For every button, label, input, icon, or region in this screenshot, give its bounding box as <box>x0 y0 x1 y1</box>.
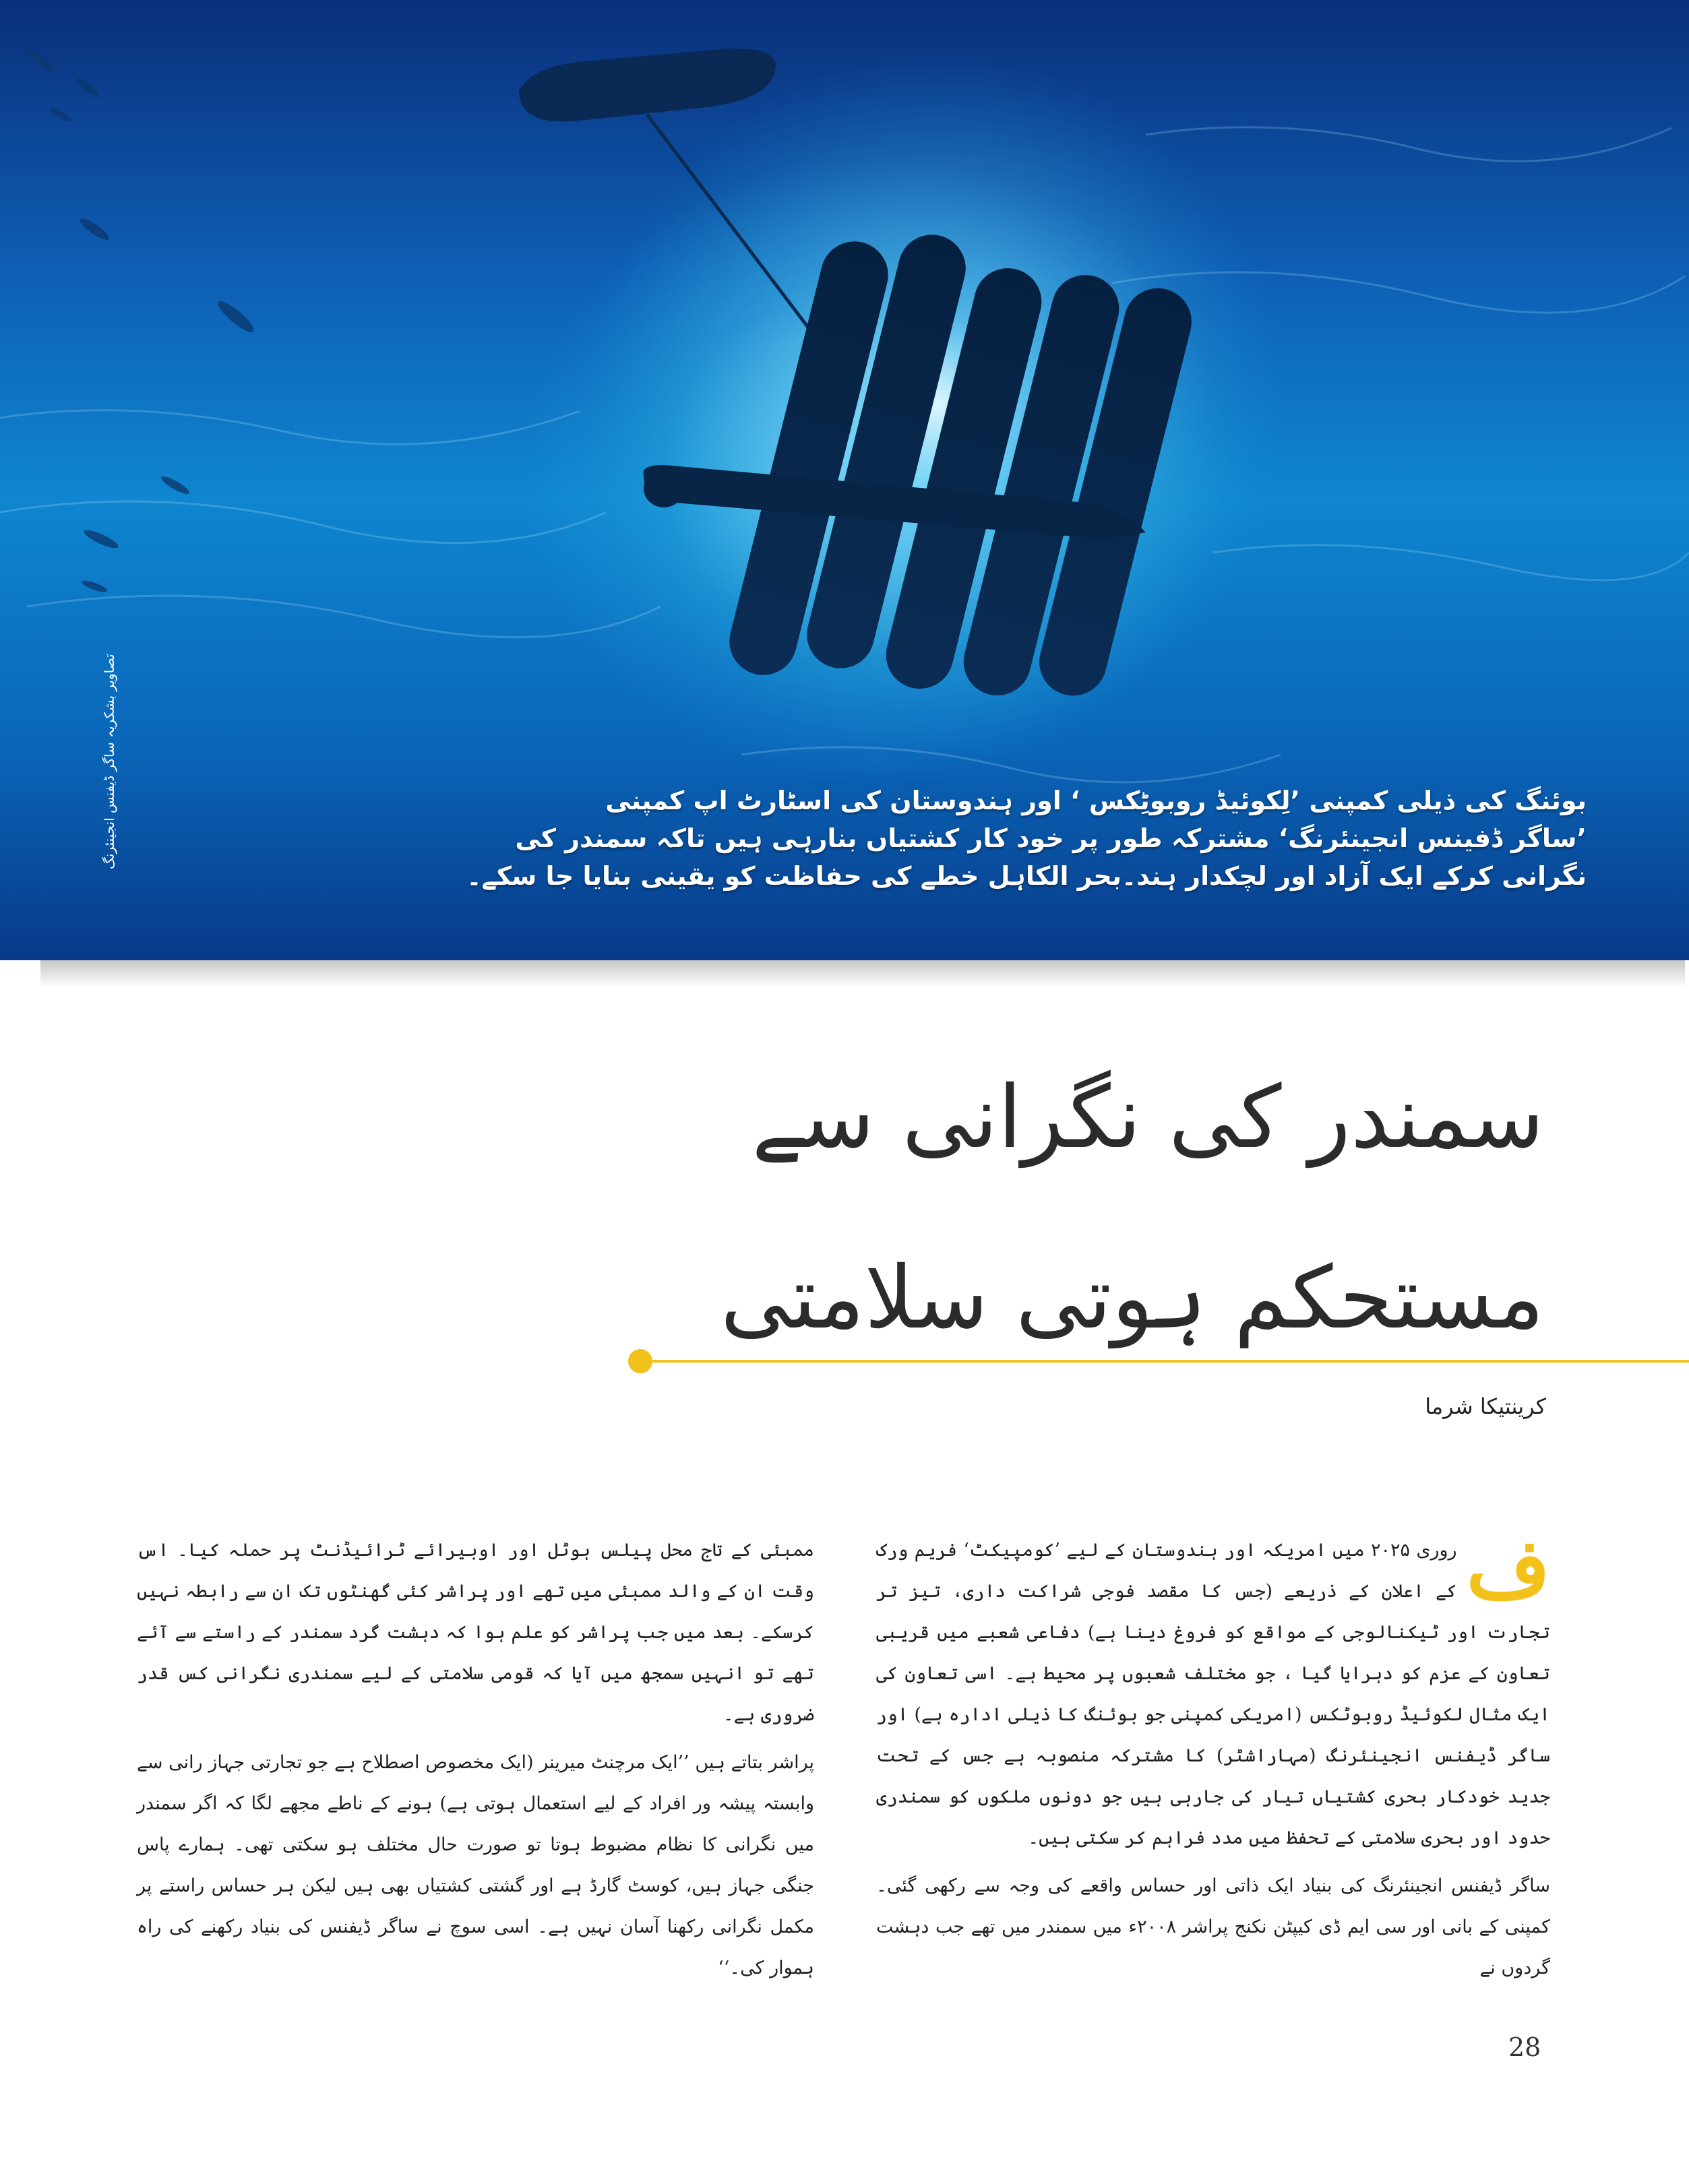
caption-line: نگرانی کرکے ایک آزاد اور لچکدار ہند۔بحر الکاہل خطے کی حفاظت کو یقینی بنایا جا سکے۔ <box>466 861 1587 891</box>
photo-shadow <box>40 960 1685 987</box>
article-column-left <box>137 1530 814 1995</box>
title-line: سمندر کی نگرانی سے <box>751 1067 1544 1168</box>
page-number: 28 <box>1508 2032 1541 2062</box>
article-column-right <box>876 1521 1550 1995</box>
caption-line: ’ساگر ڈفینس انجینئرنگ‘ مشترکہ طور پر خود کار کشتیاں بنارہی ہیں تاکہ سمندر کی <box>515 823 1587 853</box>
hero-photo <box>0 0 1689 960</box>
divider-dot <box>628 1349 652 1373</box>
article-paragraph: پراشر بتاتے ہیں ’’ایک مرچنٹ میرینر (ایک مخصوص اصطلاح ہے جو تجارتی جہاز رانی سے وابستہ پیشہ ور افراد کے لیے استعمال ہوتی ہے) ہونے کے ناطے مجھے لگا کہ اگر سمندر میں نگرانی کا نظام مضبوط ہوتا تو صورت حال مختلف ہو سکتی تھی۔ ہمارے پاس جنگی جہاز ہیں، کوسٹ گارڈ ہے اور گشتی کشتیاں بھی ہیں لیکن ہر حساس راستے پر مکمل نگرانی رکھنا آسان نہیں ہے۔ اسی سوچ نے ساگر ڈیفنس کی بنیاد رکھنے کی راہ ہموار کی۔‘‘ <box>137 1752 814 1978</box>
article-paragraph: روری ۲۰۲۵ میں امریکہ اور ہندوستان کے لیے ’کومپیکٹ‘ فریم ورک کے اعلان کے ذریعے (جس کا مقصد فوجی شراکت داری، تیز تر تجارت اور ٹیکنالوجی کے مواقع کو فروغ دینا ہے) دفاعی شعبے میں قریبی تعاون کے عزم کو دہرایا گیا ، جو مختلف شعبوں پر محیط ہے۔ اسی تعاون کی ایک مثال لکوئیڈ روبوٹکس (امریکی کمپنی جو بوئنگ کا ذیلی ادارہ ہے) اور ساگر ڈیفنس انجینئرنگ (مہاراشٹر) کا مشترکہ منصوبہ ہے جس کے تحت جدید خودکار بحری کشتیاں تیار کی جارہی ہیں جو دونوں ملکوں کو سمندری حدود اور بحری سلامتی کے تحفظ میں مدد فراہم کر سکتی ہیں۔ <box>876 1540 1550 1848</box>
photo-credit: تصاویر بشکریہ ساگر ڈیفنس انجینئرنگ <box>101 654 117 869</box>
dropcap-letter: ف <box>1466 1521 1550 1616</box>
article-title <box>466 1028 1544 1389</box>
title-line: مستحکم ہوتی سلامتی <box>720 1248 1544 1348</box>
article-paragraph: ممبئی کے تاج محل پیلس ہوٹل اور اوبیرائے ٹرائیڈنٹ پر حملہ کیا۔ اس وقت ان کے والد ممبئی میں تھے اور پراشر کئی گھنٹوں تک ان سے رابطہ نہیں کرسکے۔ بعد میں جب پراشر کو علم ہوا کہ دہشت گرد سمندر کے راستے سے آئے تھے تو انہیں سمجھ میں آیا کہ قومی سلامتی کے لیے سمندری نگرانی کس قدر ضروری ہے۔ <box>137 1540 814 1725</box>
caption-line: بوئنگ کی ذیلی کمپنی ’لِکوئیڈ روبوٹِکس ‘ اور ہندوستان کی اسٹارٹ اپ کمپنی <box>605 786 1587 815</box>
photo-caption <box>466 782 1587 895</box>
article-paragraph: ساگر ڈیفنس انجینئرنگ کی بنیاد ایک ذاتی اور حساس واقعے کی وجہ سے رکھی گئی۔ کمپنی کے بانی اور سی ایم ڈی کیپٹن نکنج پراشر ۲۰۰۸ء میں سمندر میں تھے جب دہشت گردوں نے <box>876 1875 1550 1978</box>
title-divider <box>639 1360 1689 1363</box>
author-byline: کرینتیکا شرما <box>1425 1394 1546 1419</box>
